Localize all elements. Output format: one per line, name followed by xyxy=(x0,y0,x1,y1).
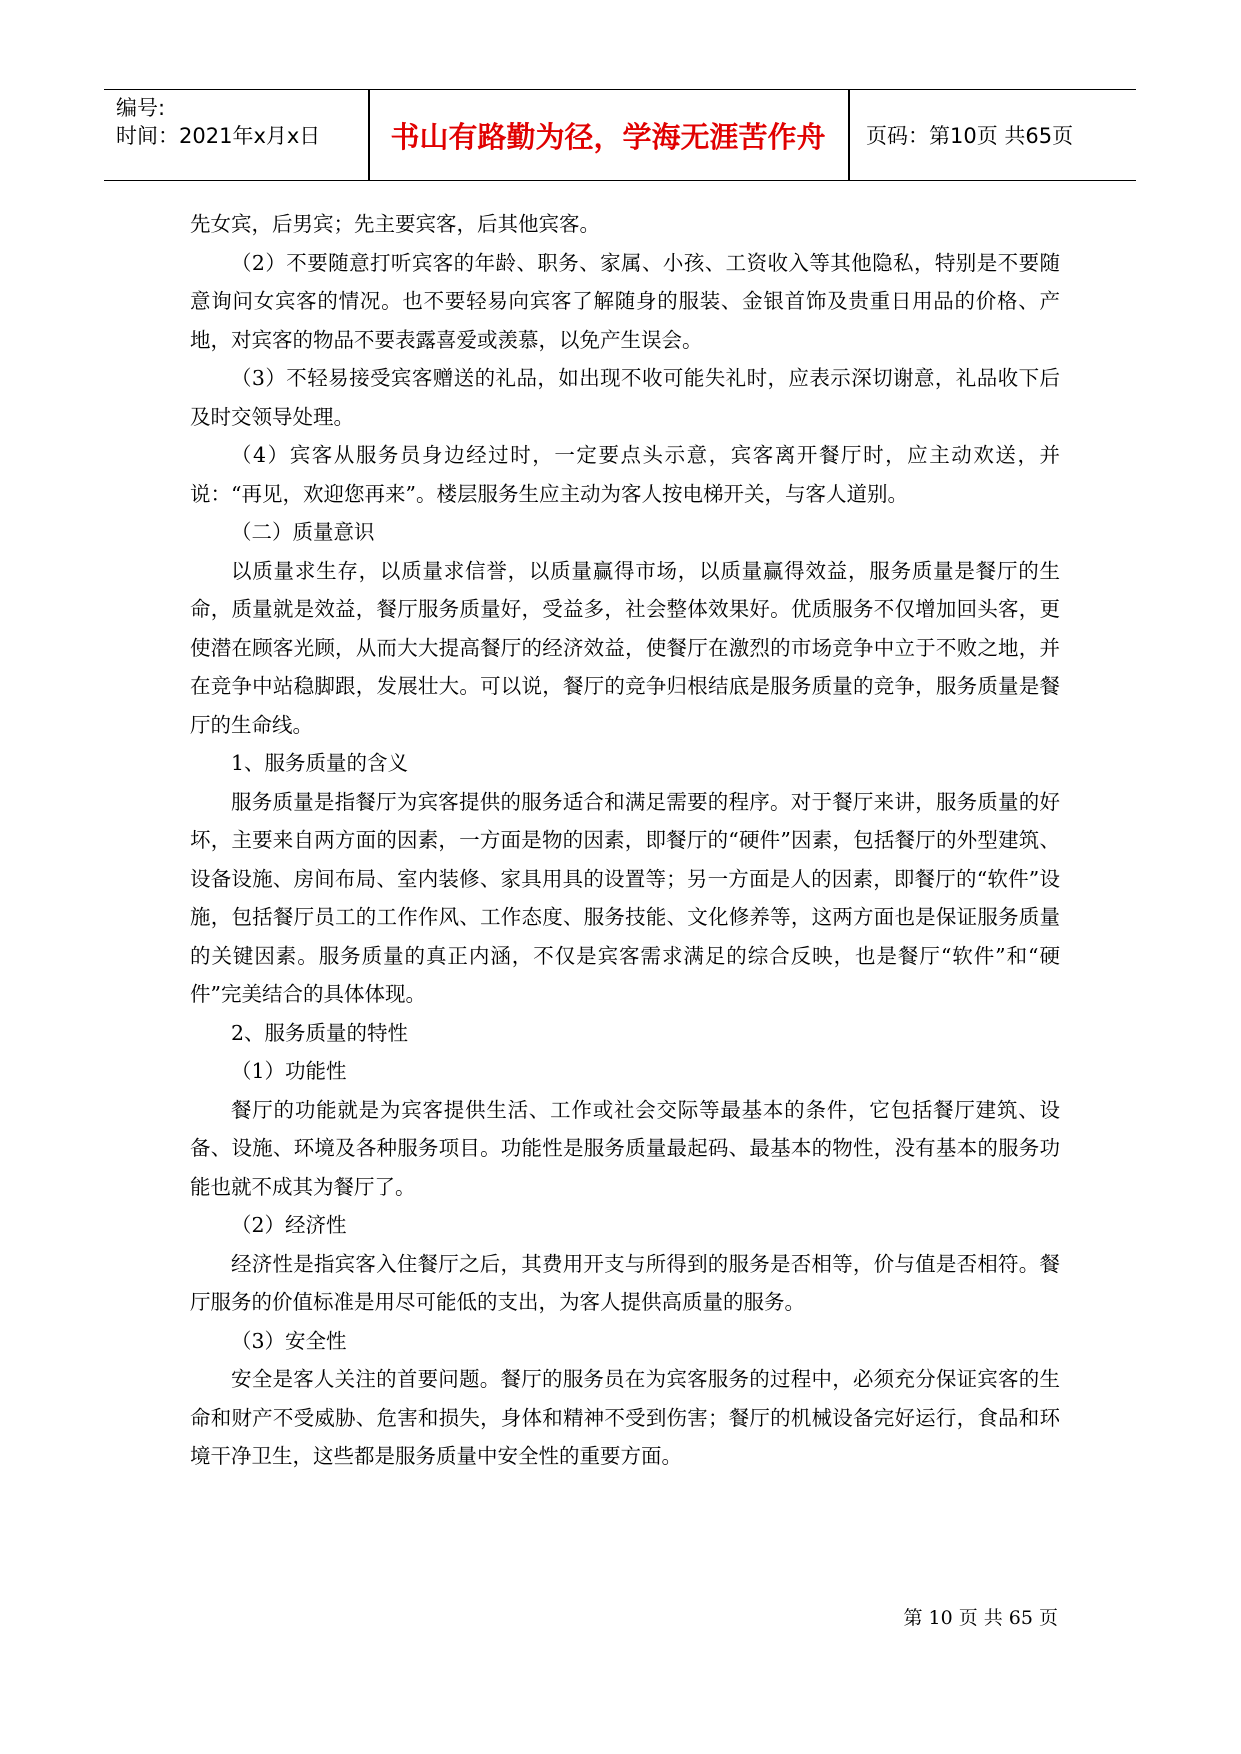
body-paragraph: 餐厅的功能就是为宾客提供生活、工作或社会交际等最基本的条件，它包括餐厅建筑、设备、设施、环境及各种服务项目。功能性是服务质量最起码、最基本的物性，没有基本的服务功能也就不成其为餐厅了。 xyxy=(190,1097,1060,1199)
header-meta xyxy=(116,94,320,150)
page-footer: 第 10 页 共 65 页 xyxy=(903,1607,1058,1629)
header-page-label: 页码：第10页 共65页 xyxy=(866,124,1074,148)
body-paragraph: 1、服务质量的含义 xyxy=(231,751,409,775)
body-paragraph: （1）功能性 xyxy=(231,1059,347,1083)
body-paragraph: （4）宾客从服务员身边经过时，一定要点头示意，宾客离开餐厅时，应主动欢送，并说：“再见，欢迎您再来”。楼层服务生应主动为客人按电梯开关，与客人道别。 xyxy=(190,443,1060,506)
body-paragraph: 2、服务质量的特性 xyxy=(231,1020,409,1045)
body-paragraph: 先女宾，后男宾；先主要宾客，后其他宾客。 xyxy=(190,212,600,236)
document-body xyxy=(190,205,1060,1476)
body-paragraph: （3）安全性 xyxy=(231,1328,347,1353)
header-divider-right xyxy=(848,90,850,180)
page-header xyxy=(104,89,1136,181)
time-label: 时间：2021年x月x日 xyxy=(116,124,321,148)
body-paragraph: 服务质量是指餐厅为宾客提供的服务适合和满足需要的程序。对于餐厅来讲，服务质量的好坏，主要来自两方面的因素，一方面是物的因素，即餐厅的“硬件”因素，包括餐厅的外型建筑、设备设施、房间布局、室内装修、家具用具的设置等；另一方面是人的因素，即餐厅的“软件”设施，包括餐厅员工的工作作风、工作态度、服务技能、文化修养等，这两方面也是保证服务质量的关键因素。服务质量的真正内涵，不仅是宾客需求满足的综合反映，也是餐厅“软件”和“硬件”完美结合的具体体现。 xyxy=(190,789,1060,1006)
body-paragraph: （3）不轻易接受宾客赠送的礼品，如出现不收可能失礼时，应表示深切谢意，礼品收下后及时交领导处理。 xyxy=(190,366,1060,429)
body-paragraph: 经济性是指宾客入住餐厅之后，其费用开支与所得到的服务是否相等，价与值是否相符。餐厅服务的价值标准是用尽可能低的支出，为客人提供高质量的服务。 xyxy=(190,1251,1060,1314)
body-paragraph: （二）质量意识 xyxy=(231,520,375,544)
body-paragraph: （2）不要随意打听宾客的年龄、职务、家属、小孩、工资收入等其他隐私，特别是不要随意询问女宾客的情况。也不要轻易向宾客了解随身的服装、金银首饰及贵重日用品的价格、产地，对宾客的物品不要表露喜爱或羡慕，以免产生误会。 xyxy=(190,250,1060,352)
header-motto: 书山有路勤为径，学海无涯苦作舟 xyxy=(390,119,826,154)
body-paragraph: 以质量求生存，以质量求信誉，以质量赢得市场，以质量赢得效益，服务质量是餐厅的生命，质量就是效益，餐厅服务质量好，受益多，社会整体效果好。优质服务不仅增加回头客，更使潜在顾客光顾，从而大大提高餐厅的经济效益，使餐厅在激烈的市场竞争中立于不败之地，并在竞争中站稳脚跟，发展壮大。可以说，餐厅的竞争归根结底是服务质量的竞争，服务质量是餐厅的生命线。 xyxy=(190,558,1060,737)
serial-label: 编号: xyxy=(116,96,166,120)
body-paragraph: 安全是客人关注的首要问题。餐厅的服务员在为宾客服务的过程中，必须充分保证宾客的生命和财产不受威胁、危害和损失，身体和精神不受到伤害；餐厅的机械设备完好运行，食品和环境干净卫生，这些都是服务质量中安全性的重要方面。 xyxy=(190,1367,1060,1468)
body-paragraph: （2）经济性 xyxy=(231,1213,347,1237)
